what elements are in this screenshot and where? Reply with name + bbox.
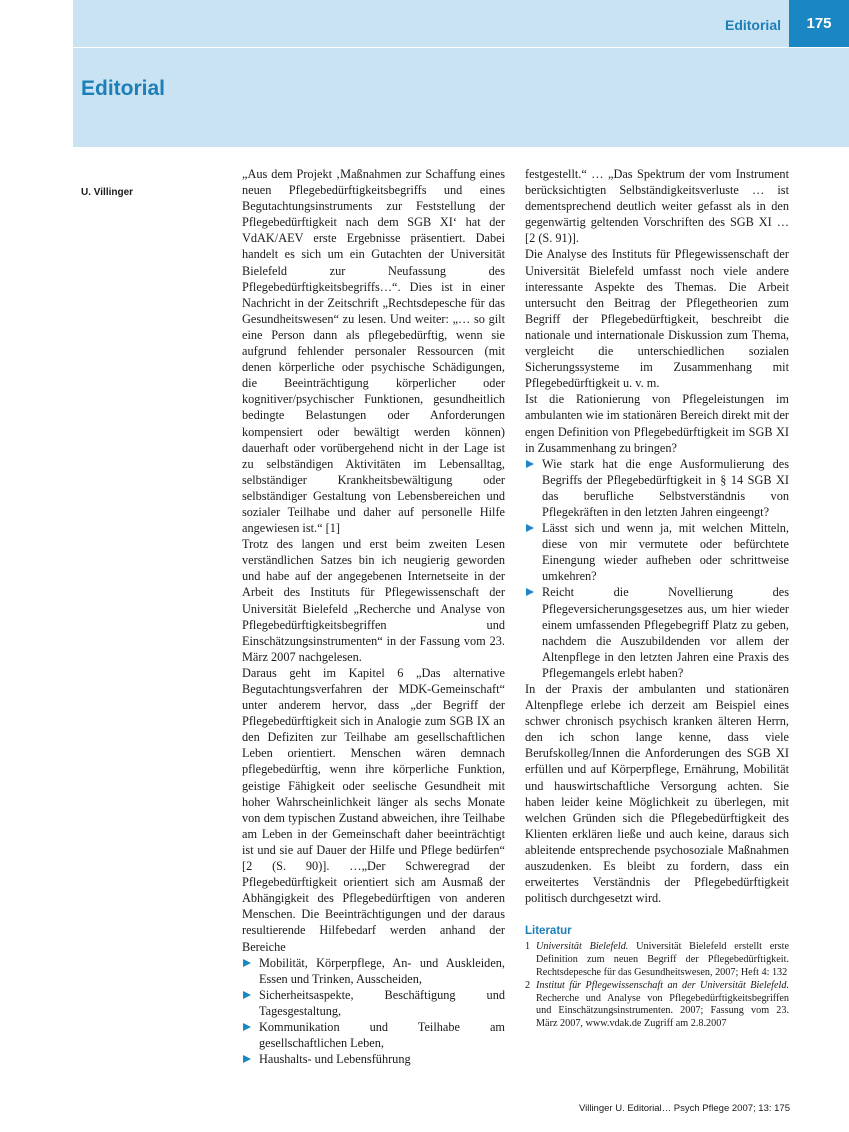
list-item: Kommunikation und Teilhabe am gesellschaftlichen Leben, xyxy=(242,1019,505,1051)
paragraph: Die Analyse des Instituts für Pflegewissenschaft der Universität Bielefeld umfasst noch viele andere interessante Aspekte des Themas. Die Arbeit untersucht den Beitrag der Pflegetheorien zum Begriff der Pflegebedürftigkeit, beschreibt die nationale und internationale Diskussion zum Thema, vergleicht die unterschiedlichen sozialen Sicherungssysteme im Zusammenhang mit Pflegebedürftigkeit u. v. m. xyxy=(525,247,789,391)
paragraph: Trotz des langen und erst beim zweiten Lesen verständlichen Satzes bin ich neugierig geworden und habe auf der angegebenen Internetseite in der Arbeit des Instituts für Pflegewissenschaft der Universität Bielefeld „Recherche und Analyse von Pflegebedürftigkeitsbegriffen und Einschätzungsinstrumenten“ in der Fassung vom 23. März 2007 nachgelesen. xyxy=(242,537,505,664)
reference-author: Universität Bielefeld. xyxy=(536,941,629,953)
reference-number: 1 xyxy=(525,941,531,953)
reference-item xyxy=(525,941,789,979)
list-item: Reicht die Novellierung des Pflegeversicherungsgesetzes aus, um hier wieder einem umfassenden Pflegebegriff Platz zu geben, nachdem die Auszubildenden vor allem der Altenpflege in den letzten Jahren eine Praxis des Pflegemangels erlebt haben? xyxy=(525,584,789,681)
paragraph: Ist die Rationierung von Pflegeleistungen im ambulanten wie im stationären Bereich direkt mit der engen Definition von Pflegebedürftigkeit im SGB XI in Zusammenhang zu bringen? xyxy=(525,392,789,455)
reference-author: Institut für Pflegewissenschaft an der Universität Bielefeld. xyxy=(536,980,789,992)
section-label: Editorial xyxy=(724,17,781,33)
list-item: Mobilität, Körperpflege, An- und Auskleiden, Essen und Trinken, Ausscheiden, xyxy=(242,955,505,987)
paragraph: In der Praxis der ambulanten und stationären Altenpflege erlebe ich derzeit am Beispiel eines schwer chronisch psychisch kranken älteren Herrn, den ich schon lange kenne, dass viele Berufskolleg/Innen die Anforderungen des SGB XI erfüllen und auf Körperpflege, Ernährung, Mobilität und hauswirtschaftliche Versorgung achten. Sie haben leider keine Möglichkeit zu überlegen, mit welchen Gründen sich die Pflegebedürftigkeit des Klienten erklären ließe und auch keine, daraus sich ableitende entsprechende psychosoziale Maßnahmen auszudenken. Es bleibt zu fordern, dass ein erweitertes Verständnis der Pflegebedürftigkeit politisch durchgesetzt wird. xyxy=(525,682,789,906)
bullet-list xyxy=(525,456,789,681)
page-title: Editorial xyxy=(81,77,166,100)
bullet-triangle-icon xyxy=(526,524,534,532)
literature-heading: Literatur xyxy=(525,925,572,938)
reference-number: 2 xyxy=(525,980,531,992)
left-column xyxy=(242,166,505,1067)
reference-list xyxy=(525,941,789,1030)
list-item: Lässt sich und wenn ja, mit welchen Mitteln, diese von mir vermutete oder befürchtete Einengung wieder aufheben oder schrittweise umkehren? xyxy=(525,520,789,584)
list-item: Wie stark hat die enge Ausformulierung des Begriffs der Pflegebedürftigkeit in § 14 SGB XI das berufliche Selbstverständnis von Pflegekräften in den letzten Jahren eingeengt? xyxy=(525,456,789,520)
reference-text: Recherche und Analyse von Pflegebedürftigkeitsbegriffen und Einschätzungsinstrumenten. 2007; Fassung vom 23. März 2007, www.vdak.de Zugriff am 2.8.2007 xyxy=(536,992,789,1029)
bullet-triangle-icon xyxy=(243,959,251,967)
bullet-triangle-icon xyxy=(243,1023,251,1031)
bullet-triangle-icon xyxy=(243,991,251,999)
right-column xyxy=(525,166,789,1032)
reference-item xyxy=(525,980,789,1030)
bullet-triangle-icon xyxy=(243,1055,251,1063)
page-footer: Villinger U. Editorial… Psych Pflege 2007; 13: 175 xyxy=(578,1103,790,1114)
list-item: Haushalts- und Lebensführung xyxy=(242,1051,505,1067)
paragraph: Daraus geht im Kapitel 6 „Das alternative Begutachtungsverfahren der MDK-Gemeinschaft“ unter anderem hervor, dass „der Begriff der Pflegebedürftigkeit sich in Analogie zum SGB IX an den Defiziten zur Teilhabe am gesellschaftlichen Leben orientiert. Menschen wären demnach pflegebedürftig, wenn ihre körperliche Funktion, geistige Fähigkeit oder seelische Gesundheit mit hoher Wahrscheinlichkeit länger als sechs Monate von dem typischen Zustand abweichen, ihre Teilhabe am Leben in der Gemeinschaft daher beeinträchtigt ist und sie auf Dauer der Hilfe und Pflege bedürfen“ [2 (S. 90)]. …„Der Schweregrad der Pflegebedürftigkeit orientiert sich am Ausmaß der Abhängigkeit des Pflegebedürftigen von anderen Menschen. Die Beeinträchtigungen und der daraus resultierende Hilfebedarf werden anhand der Bereiche xyxy=(242,665,505,954)
reference-text: Universität Bielefeld erstellt erste Definition zum neuen Begriff der Pflegebedürftigkeit. Rechtsdepesche für das Gesundheitswesen, 2007; Heft 4: 132 xyxy=(536,941,789,978)
paragraph: festgestellt.“ … „Das Spektrum der vom Instrument berücksichtigten Selbständigkeitsverluste … ist dementsprechend deutlich weiter gefasst als in den gegenwärtig geltenden Vorschriften des SGB XI … [2 (S. 91)]. xyxy=(525,167,789,246)
bullet-list xyxy=(242,955,505,1068)
bullet-triangle-icon xyxy=(526,460,534,468)
paragraph: „Aus dem Projekt ‚Maßnahmen zur Schaffung eines neuen Pflegebedürftigkeitsbegriffs und eines Begutachtungsinstruments zur Feststellung der Pflegebedürftigkeit nach dem SGB XI‘ hat der VdAK/AEV erste Ergebnisse präsentiert. Dabei handelt es sich um ein Gutachten der Universität Bielefeld zur Neufassung des Pflegebedürftigkeitsbegriffs…“. Dies ist in einer Nachricht in der Zeitschrift „Rechtsdepesche für das Gesundheitswesen“ zu lesen. Und weiter: „… so gilt eine Person dann als pflegebedürftig, wenn sie aufgrund fehlender personaler Ressourcen (mit denen körperliche oder psychische Schädigungen, die Beeinträchtigung körperlicher oder kognitiver/psychischer Funktionen, gesundheitlich bedingte Belastungen oder Anforderungen kompensiert oder bewältigt werden können) dauerhaft oder vorübergehend nicht in der Lage ist zu selbständigen Aktivitäten im Lebensalltag, selbständiger Krankheitsbewältigung oder selbständiger Gestaltung von Lebensbereichen und sozialer Teilhabe und daher auf personelle Hilfe angewiesen ist.“ [1] xyxy=(242,167,505,536)
page-number: 175 xyxy=(789,0,849,47)
header-divider xyxy=(73,47,849,48)
author-name: U. Villinger xyxy=(81,187,134,198)
list-item: Sicherheitsaspekte, Beschäftigung und Tagesgestaltung, xyxy=(242,987,505,1019)
bullet-triangle-icon xyxy=(526,588,534,596)
